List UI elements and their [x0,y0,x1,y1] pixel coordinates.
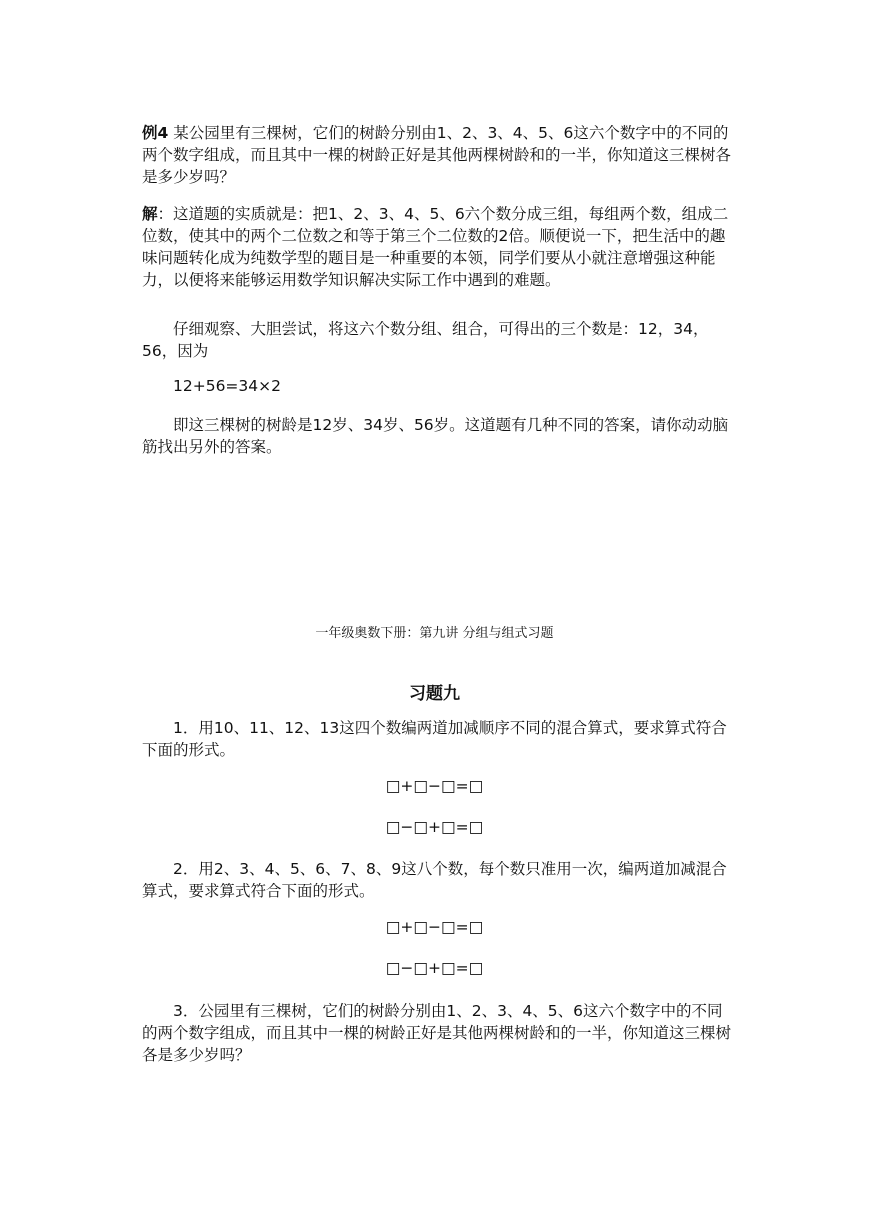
question-1-formula-1: □+□−□=□ [385,777,484,795]
question-1-formula-2: □−□+□=□ [385,818,484,836]
example-4-text: 某公园里有三棵树，它们的树龄分别由1、2、3、4、5、6这六个数字中的不同的两个数字组成，而且其中一棵的树龄正好是其他两棵树龄和的一半，你知道这三棵树各是多少岁吗？ [142,124,732,186]
page-header: 一年级奥数下册：第九讲 分组与组式习题 [315,626,554,641]
question-1: 1．用10、11、12、13这四个数编两道加减顺序不同的混合算式，要求算式符合下面的形式。 [142,719,727,759]
question-2: 2．用2、3、4、5、6、7、8、9这八个数，每个数只准用一次，编两道加减混合算式，要求算式符合下面的形式。 [142,860,727,900]
solution-paragraph [142,203,734,291]
solution-label: 解 [142,205,158,223]
exercise-title: 习题九 [409,684,460,704]
example-4-label: 例4 [142,124,169,142]
solution-equation: 12+56=34×2 [173,377,281,395]
question-3: 3．公园里有三棵树，它们的树龄分别由1、2、3、4、5、6这六个数字中的不同的两个数字组成，而且其中一棵的树龄正好是其他两棵树龄和的一半，你知道这三棵树各是多少岁吗？ [142,1002,732,1064]
solution-paragraph-3: 即这三棵树的树龄是12岁、34岁、56岁。这道题有几种不同的答案，请你动动脑筋找出另外的答案。 [142,416,729,456]
example-4-paragraph [142,122,734,188]
solution-text: ：这道题的实质就是：把1、2、3、4、5、6六个数分成三组，每组两个数，组成二位数，使其中的两个二位数之和等于第三个二位数的2倍。顺便说一下，把生活中的趣味问题转化成为纯数学型的题目是一种重要的本领，同学们要从小就注意增强这种能力，以便将来能够运用数学知识解决实际工作中遇到的难题。 [142,205,729,289]
question-2-formula-1: □+□−□=□ [385,918,484,936]
solution-paragraph-2: 仔细观察、大胆尝试，将这六个数分组、组合，可得出的三个数是：12，34，56，因为 [142,320,709,360]
question-2-formula-2: □−□+□=□ [385,959,484,977]
